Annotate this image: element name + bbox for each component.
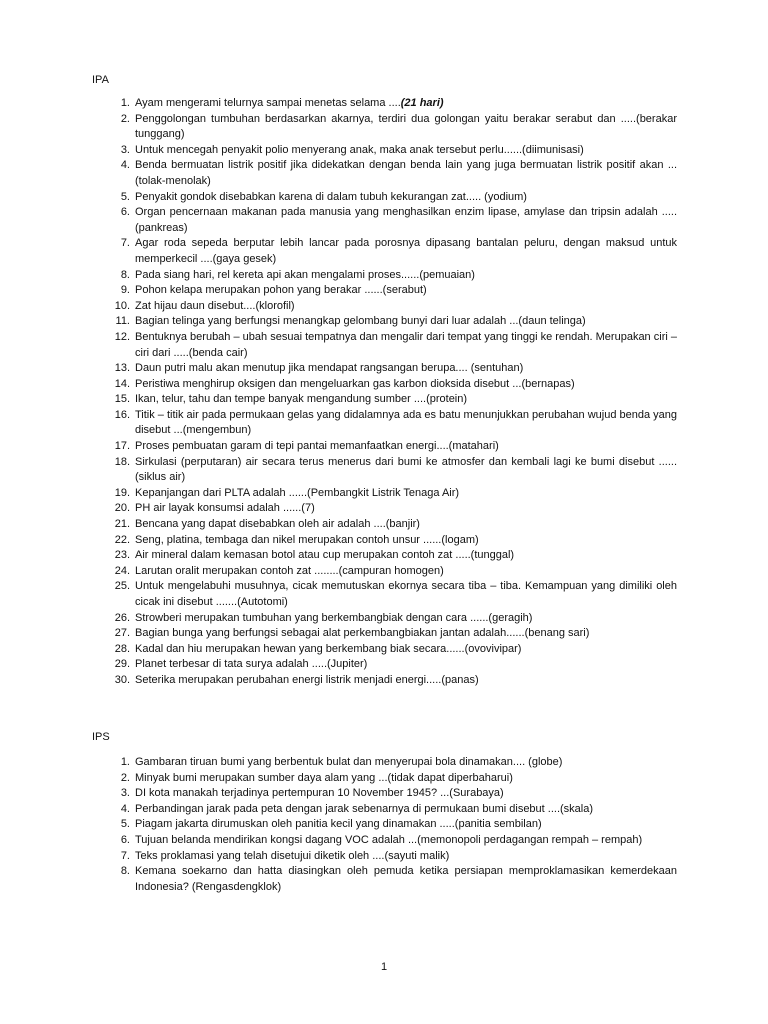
list-item: [92, 657, 677, 673]
list-item: [92, 143, 677, 159]
item-number: 18.: [114, 455, 130, 468]
question-text: Planet terbesar di tata surya adalah .....(Jupiter): [135, 658, 368, 671]
list-item: [92, 283, 677, 299]
item-number: 27.: [114, 627, 130, 640]
item-number: 7.: [120, 849, 130, 862]
list-item: [92, 96, 677, 112]
list-item: [92, 299, 677, 315]
item-number: 14.: [114, 377, 130, 390]
item-number: 25.: [114, 580, 130, 593]
list-item: [92, 501, 677, 517]
list-item: [92, 802, 677, 818]
list-item: [92, 817, 677, 833]
question-text: Seng, platina, tembaga dan nikel merupakan contoh unsur ......(logam): [135, 533, 479, 546]
question-text: Air mineral dalam kemasan botol atau cup merupakan contoh zat .....(tunggal): [135, 549, 515, 562]
question-text: Ayam mengerami telurnya sampai menetas selama ....: [135, 97, 401, 109]
question-text: Daun putri malu akan menutup jika mendapat rangsangan berupa.... (sentuhan): [135, 362, 524, 375]
item-number: 10.: [114, 299, 130, 312]
list-item: [92, 548, 677, 564]
question-text: Kadal dan hiu merupakan hewan yang berkembang biak secara......(ovovivipar): [135, 642, 522, 655]
list-item: [92, 833, 677, 849]
item-number: 29.: [114, 658, 130, 671]
question-text: Tujuan belanda mendirikan kongsi dagang VOC adalah ...(memonopoli perdagangan rempah – rempah): [135, 833, 643, 846]
item-number: 8.: [120, 865, 130, 878]
question-text: Untuk mencegah penyakit polio menyerang anak, maka anak tersebut perlu......(diimunisasi): [135, 143, 584, 156]
list-item: [92, 205, 677, 236]
question-text: Peristiwa menghirup oksigen dan mengeluarkan gas karbon dioksida disebut ...(bernapas): [135, 377, 575, 390]
list-item: [92, 392, 677, 408]
list-item: [92, 112, 677, 143]
list-item: [92, 864, 677, 895]
question-text: Strowberi merupakan tumbuhan yang berkembangbiak dengan cara ......(geragih): [135, 611, 533, 624]
list-item: [92, 486, 677, 502]
question-text: Bagian telinga yang berfungsi menangkap gelombang bunyi dari luar adalah ...(daun telinga): [135, 315, 586, 328]
item-number: 11.: [115, 315, 130, 328]
list-item: [92, 611, 677, 627]
question-text: Bencana yang dapat disebabkan oleh air adalah ....(banjir): [135, 518, 420, 531]
item-number: 21.: [114, 518, 130, 531]
question-text: Titik – titik air pada permukaan gelas yang didalamnya ada es batu menunjukkan perubahan wujud benda yang disebut ...(mengembun): [135, 408, 678, 437]
item-number: 20.: [114, 502, 130, 515]
question-text: Zat hijau daun disebut....(klorofil): [135, 299, 295, 312]
item-number: 4.: [120, 159, 130, 172]
question-text: PH air layak konsumsi adalah ......(7): [135, 502, 315, 515]
list-item: [92, 236, 677, 267]
question-text: Kemana soekarno dan hatta diasingkan oleh pemuda ketika persiapan memproklamasikan kemerdekaan Indonesia? (Rengasdengklok): [135, 865, 677, 893]
item-number: 6.: [120, 206, 130, 219]
item-number: 2.: [120, 112, 130, 125]
item-number: 6.: [120, 833, 130, 846]
ipa-question-list: [92, 96, 677, 689]
item-number: 30.: [114, 673, 130, 686]
question-text: Proses pembuatan garam di tepi pantai memanfaatkan energi....(matahari): [135, 440, 499, 453]
question-text: Agar roda sepeda berputar lebih lancar pada porosnya dipasang bantalan peluru, dengan maksud untuk memperkecil ....(gaya gesek): [135, 237, 677, 265]
question-text: Benda bermuatan listrik positif jika didekatkan dengan benda lain yang juga bermuatan listrik positif akan ...(tolak-menolak): [135, 159, 677, 187]
item-number: 13.: [114, 362, 130, 375]
question-text: DI kota manakah terjadinya pertempuran 10 November 1945? ...(Surabaya): [135, 787, 504, 800]
page-number: 1: [380, 961, 388, 973]
item-number: 5.: [120, 190, 130, 203]
list-item: [92, 642, 677, 658]
item-number: 1.: [120, 97, 130, 109]
list-item: [92, 849, 677, 865]
item-number: 12.: [114, 330, 130, 343]
list-item: [92, 564, 677, 580]
item-number: 22.: [114, 533, 130, 546]
item-number: 9.: [120, 284, 130, 297]
list-item: [92, 158, 677, 189]
list-item: [92, 455, 677, 486]
question-text: Gambaran tiruan bumi yang berbentuk bulat dan menyerupai bola dinamakan.... (globe): [135, 756, 563, 768]
section-title-ips: IPS: [92, 731, 110, 743]
list-item: [92, 439, 677, 455]
question-text: Sirkulasi (perputaran) air secara terus menerus dari bumi ke atmosfer dan kembali lagi ke bumi disebut ......(siklus air): [135, 455, 677, 484]
ips-question-list: [92, 755, 677, 895]
question-text: Ikan, telur, tahu dan tempe banyak mengandung sumber ....(protein): [135, 393, 468, 406]
item-number: 17.: [114, 440, 130, 453]
question-text: Larutan oralit merupakan contoh zat ........(campuran homogen): [135, 564, 444, 577]
list-item: [92, 190, 677, 206]
list-item: [92, 579, 677, 610]
item-number: 19.: [114, 486, 130, 499]
question-text: Seterika merupakan perubahan energi listrik menjadi energi.....(panas): [135, 673, 479, 686]
list-item: [92, 268, 677, 284]
list-item: [92, 517, 677, 533]
question-text: Minyak bumi merupakan sumber daya alam yang ...(tidak dapat diperbaharui): [135, 771, 513, 784]
list-item: [92, 755, 677, 771]
item-number: 15.: [114, 393, 130, 406]
list-item: [92, 673, 677, 689]
question-text: Piagam jakarta dirumuskan oleh panitia kecil yang dinamakan .....(panitia sembilan): [135, 818, 542, 831]
item-number: 16.: [114, 408, 130, 421]
item-number: 4.: [120, 802, 130, 815]
question-text: Teks proklamasi yang telah disetujui diketik oleh ....(sayuti malik): [135, 849, 450, 862]
question-text: Bentuknya berubah – ubah sesuai tempatnya dan mengalir dari tempat yang tinggi ke rendah. Merupakan ciri – ciri dari .....(benda cair): [135, 330, 677, 359]
list-item: [92, 361, 677, 377]
list-item: [92, 626, 677, 642]
item-number: 8.: [120, 268, 130, 281]
question-text: Penyakit gondok disebabkan karena di dalam tubuh kekurangan zat..... (yodium): [135, 190, 527, 203]
question-text: Bagian bunga yang berfungsi sebagai alat perkembangbiakan jantan adalah......(benang sari): [135, 627, 590, 640]
list-item: [92, 408, 677, 439]
item-number: 3.: [120, 787, 130, 800]
item-number: 2.: [120, 771, 130, 784]
question-text: Perbandingan jarak pada peta dengan jarak sebenarnya di permukaan bumi disebut ....(skala): [135, 802, 594, 815]
question-text: Untuk mengelabuhi musuhnya, cicak memutuskan ekornya secara tiba – tiba. Kemampuan yang dimiliki oleh cicak ini disebut .......(Autotomi): [135, 580, 677, 608]
list-item: [92, 533, 677, 549]
item-number: 1.: [120, 756, 130, 768]
list-item: [92, 786, 677, 802]
list-item: [92, 771, 677, 787]
item-number: 3.: [120, 143, 130, 156]
item-number: 5.: [120, 818, 130, 831]
item-number: 28.: [114, 642, 130, 655]
item-number: 7.: [120, 237, 130, 250]
item-number: 24.: [114, 564, 130, 577]
item-number: 26.: [114, 611, 130, 624]
question-text: Pada siang hari, rel kereta api akan mengalami proses......(pemuaian): [135, 268, 475, 281]
answer-text: (21 hari): [400, 97, 444, 109]
section-title-ipa: IPA: [92, 74, 109, 86]
question-text: Pohon kelapa merupakan pohon yang berakar ......(serabut): [135, 284, 427, 297]
list-item: [92, 314, 677, 330]
question-text: Organ pencernaan makanan pada manusia yang menghasilkan enzim lipase, amylase dan tripsin adalah ..... (pankreas): [135, 206, 677, 234]
question-text: Kepanjangan dari PLTA adalah ......(Pembangkit Listrik Tenaga Air): [135, 486, 460, 499]
list-item: [92, 377, 677, 393]
question-text: Penggolongan tumbuhan berdasarkan akarnya, terdiri dua golongan yaitu berakar serabut dan .....(berakar tunggang): [135, 112, 677, 141]
item-number: 23.: [114, 549, 130, 562]
list-item: [92, 330, 677, 361]
